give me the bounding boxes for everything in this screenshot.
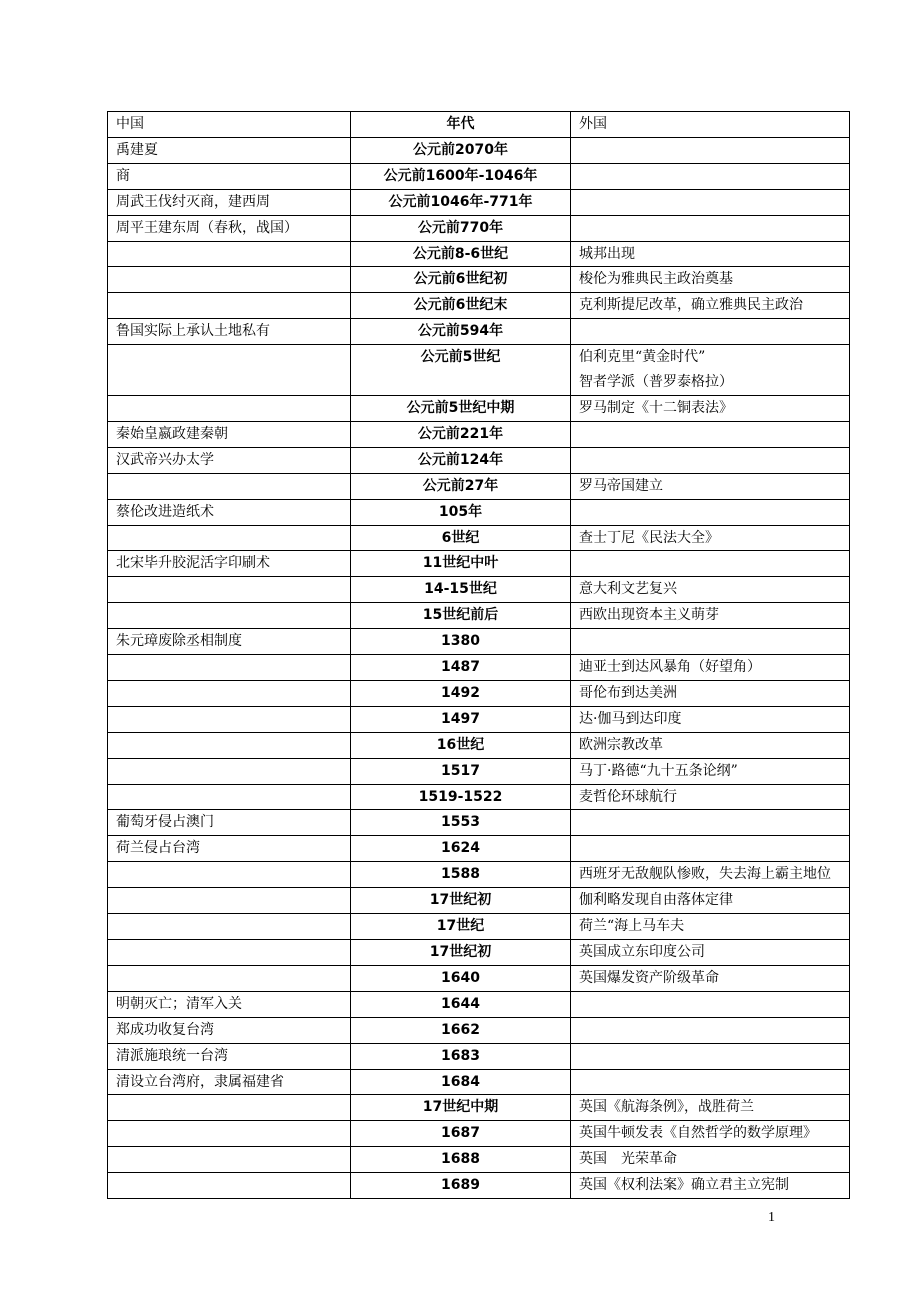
- table-row: [108, 241, 850, 267]
- china-event-cell: 鲁国实际上承认土地私有: [108, 319, 351, 345]
- foreign-event-text: 英国 光荣革命: [579, 1151, 677, 1168]
- foreign-event-cell: [571, 241, 850, 267]
- foreign-event-text: 英国《权利法案》确立君主立宪制: [579, 1177, 789, 1194]
- foreign-event-cell: [571, 473, 850, 499]
- foreign-event-cell: [571, 629, 850, 655]
- table-row: [108, 603, 850, 629]
- year-cell: 公元前594年: [351, 319, 571, 345]
- year-cell: 公元前6世纪末: [351, 293, 571, 319]
- table-row: [108, 1017, 850, 1043]
- table-row: [108, 1147, 850, 1173]
- table-row: [108, 836, 850, 862]
- foreign-event-cell: [571, 577, 850, 603]
- year-cell: 公元前770年: [351, 215, 571, 241]
- china-event-cell: [108, 267, 351, 293]
- foreign-event-cell: [571, 940, 850, 966]
- china-event-cell: [108, 473, 351, 499]
- table-row: [108, 965, 850, 991]
- foreign-event-text: 哥伦布到达美洲: [579, 684, 677, 701]
- foreign-event-text: 西欧出现资本主义萌芽: [579, 607, 719, 624]
- year-cell: 17世纪: [351, 914, 571, 940]
- table-row: [108, 421, 850, 447]
- foreign-event-cell: [571, 1173, 850, 1199]
- china-event-cell: [108, 758, 351, 784]
- foreign-event-text: 意大利文艺复兴: [579, 581, 677, 598]
- year-cell: 1684: [351, 1069, 571, 1095]
- china-event-cell: [108, 395, 351, 421]
- china-event-cell: 汉武帝兴办太学: [108, 447, 351, 473]
- foreign-event-cell: [571, 1043, 850, 1069]
- year-cell: 公元前221年: [351, 421, 571, 447]
- table-row: [108, 940, 850, 966]
- year-cell: 1689: [351, 1173, 571, 1199]
- china-event-cell: 清设立台湾府，隶属福建省: [108, 1069, 351, 1095]
- foreign-event-text: 马丁·路德“九十五条论纲”: [579, 762, 738, 779]
- china-event-cell: 周武王伐纣灭商，建西周: [108, 189, 351, 215]
- foreign-event-cell: [571, 137, 850, 163]
- table-row: [108, 680, 850, 706]
- year-cell: 1497: [351, 706, 571, 732]
- table-row: [108, 447, 850, 473]
- table-row: [108, 784, 850, 810]
- table-row: [108, 319, 850, 345]
- table-row: [108, 862, 850, 888]
- table-row: [108, 1173, 850, 1199]
- year-cell: 1683: [351, 1043, 571, 1069]
- foreign-event-cell: [571, 499, 850, 525]
- foreign-event-cell: [571, 706, 850, 732]
- header-china: 中国: [108, 112, 351, 138]
- china-event-cell: [108, 862, 351, 888]
- foreign-event-text: 欧洲宗教改革: [579, 736, 663, 753]
- foreign-event-cell: [571, 1147, 850, 1173]
- china-event-cell: [108, 706, 351, 732]
- foreign-event-cell: [571, 345, 850, 396]
- header-foreign: 外国: [571, 112, 850, 138]
- china-event-cell: [108, 525, 351, 551]
- foreign-event-text: 伯利克里“黄金时代”: [579, 349, 706, 366]
- china-event-cell: 秦始皇嬴政建秦朝: [108, 421, 351, 447]
- foreign-event-text: 荷兰“海上马车夫: [579, 918, 685, 935]
- table-row: [108, 888, 850, 914]
- foreign-event-text: 英国牛顿发表《自然哲学的数学原理》: [579, 1125, 817, 1142]
- foreign-event-cell: [571, 421, 850, 447]
- table-row: [108, 1069, 850, 1095]
- china-event-cell: [108, 914, 351, 940]
- table-row: [108, 991, 850, 1017]
- foreign-event-cell: [571, 1017, 850, 1043]
- china-event-cell: [108, 603, 351, 629]
- table-row: [108, 551, 850, 577]
- china-event-cell: [108, 577, 351, 603]
- foreign-event-text: 梭伦为雅典民主政治奠基: [579, 271, 733, 288]
- year-cell: 1517: [351, 758, 571, 784]
- china-event-cell: [108, 784, 351, 810]
- year-cell: 公元前5世纪: [351, 345, 571, 396]
- china-event-cell: 郑成功收复台湾: [108, 1017, 351, 1043]
- china-event-cell: [108, 293, 351, 319]
- year-cell: 17世纪中期: [351, 1095, 571, 1121]
- table-row: [108, 706, 850, 732]
- table-row: [108, 499, 850, 525]
- foreign-event-cell: [571, 836, 850, 862]
- foreign-event-cell: [571, 1121, 850, 1147]
- foreign-event-cell: [571, 447, 850, 473]
- table-row: [108, 267, 850, 293]
- year-cell: 17世纪初: [351, 940, 571, 966]
- year-cell: 1380: [351, 629, 571, 655]
- page-number: 1: [768, 1210, 775, 1225]
- china-event-cell: [108, 1121, 351, 1147]
- table-row: [108, 215, 850, 241]
- china-event-cell: 禹建夏: [108, 137, 351, 163]
- year-cell: 公元前27年: [351, 473, 571, 499]
- china-event-cell: [108, 241, 351, 267]
- foreign-event-cell: [571, 784, 850, 810]
- foreign-event-cell: [571, 551, 850, 577]
- table-row: [108, 189, 850, 215]
- year-cell: 1492: [351, 680, 571, 706]
- year-cell: 17世纪初: [351, 888, 571, 914]
- china-event-cell: 明朝灭亡；清军入关: [108, 991, 351, 1017]
- table-row: [108, 810, 850, 836]
- china-event-cell: [108, 940, 351, 966]
- foreign-event-cell: [571, 1069, 850, 1095]
- china-event-cell: [108, 888, 351, 914]
- year-cell: 1588: [351, 862, 571, 888]
- china-event-cell: 清派施琅统一台湾: [108, 1043, 351, 1069]
- china-event-cell: [108, 680, 351, 706]
- table-row: [108, 1121, 850, 1147]
- table-row: [108, 293, 850, 319]
- foreign-event-cell: [571, 163, 850, 189]
- china-event-cell: 蔡伦改进造纸术: [108, 499, 351, 525]
- foreign-event-text: 英国成立东印度公司: [579, 944, 705, 960]
- year-cell: 14-15世纪: [351, 577, 571, 603]
- china-event-cell: 荷兰侵占台湾: [108, 836, 351, 862]
- foreign-event-text: 英国《航海条例》，战胜荷兰: [579, 1099, 754, 1116]
- china-event-cell: 朱元璋废除丞相制度: [108, 629, 351, 655]
- china-event-cell: [108, 345, 351, 396]
- china-event-cell: [108, 655, 351, 681]
- timeline-table: [107, 111, 850, 1199]
- year-cell: 1553: [351, 810, 571, 836]
- foreign-event-cell: [571, 267, 850, 293]
- year-cell: 公元前6世纪初: [351, 267, 571, 293]
- foreign-event-text: 英国爆发资产阶级革命: [579, 969, 719, 986]
- year-cell: 1644: [351, 991, 571, 1017]
- table-row: [108, 914, 850, 940]
- foreign-event-cell: [571, 1095, 850, 1121]
- foreign-event-text: 迪亚士到达风暴角（好望角）: [579, 659, 761, 676]
- table-row: [108, 629, 850, 655]
- foreign-event-cell: [571, 319, 850, 345]
- table-row: [108, 473, 850, 499]
- foreign-event-text: 麦哲伦环球航行: [579, 788, 677, 805]
- year-cell: 1624: [351, 836, 571, 862]
- year-cell: 公元前5世纪中期: [351, 395, 571, 421]
- foreign-event-cell: [571, 914, 850, 940]
- year-cell: 11世纪中叶: [351, 551, 571, 577]
- foreign-event-text: 西班牙无敌舰队惨败，失去海上霸主地位: [579, 866, 831, 883]
- china-event-cell: [108, 1173, 351, 1199]
- foreign-event-cell: [571, 888, 850, 914]
- year-cell: 公元前124年: [351, 447, 571, 473]
- foreign-event-text: 伽利略发现自由落体定律: [579, 892, 733, 909]
- year-cell: 1688: [351, 1147, 571, 1173]
- table-row: [108, 758, 850, 784]
- table-row: [108, 1043, 850, 1069]
- year-cell: 公元前8-6世纪: [351, 241, 571, 267]
- china-event-cell: 北宋毕升胶泥活字印刷术: [108, 551, 351, 577]
- china-event-cell: [108, 732, 351, 758]
- china-event-cell: 周平王建东周（春秋，战国）: [108, 215, 351, 241]
- foreign-event-cell: [571, 189, 850, 215]
- foreign-event-text: 查士丁尼《民法大全》: [579, 529, 719, 546]
- table-row: [108, 345, 850, 396]
- table-row: [108, 163, 850, 189]
- foreign-event-cell: [571, 603, 850, 629]
- year-cell: 1687: [351, 1121, 571, 1147]
- foreign-event-cell: [571, 862, 850, 888]
- foreign-event-text: 罗马帝国建立: [579, 477, 663, 494]
- foreign-event-cell: [571, 991, 850, 1017]
- foreign-event-cell: [571, 293, 850, 319]
- foreign-event-cell: [571, 525, 850, 551]
- year-cell: 6世纪: [351, 525, 571, 551]
- foreign-event-cell: [571, 395, 850, 421]
- foreign-event-cell: [571, 810, 850, 836]
- table-header-row: [108, 112, 850, 138]
- table-row: [108, 395, 850, 421]
- table-row: [108, 525, 850, 551]
- year-cell: 105年: [351, 499, 571, 525]
- year-cell: 公元前1600年-1046年: [351, 163, 571, 189]
- foreign-event-text: 达·伽马到达印度: [579, 710, 682, 727]
- foreign-event-cell: [571, 758, 850, 784]
- foreign-event-cell: [571, 732, 850, 758]
- year-cell: 15世纪前后: [351, 603, 571, 629]
- table-row: [108, 577, 850, 603]
- foreign-event-text-line2: 智者学派（普罗泰格拉）: [579, 374, 733, 391]
- china-event-cell: [108, 1095, 351, 1121]
- china-event-cell: [108, 1147, 351, 1173]
- china-event-cell: [108, 965, 351, 991]
- foreign-event-text: 克利斯提尼改革，确立雅典民主政治: [579, 297, 803, 314]
- year-cell: 1662: [351, 1017, 571, 1043]
- year-cell: 16世纪: [351, 732, 571, 758]
- table-row: [108, 1095, 850, 1121]
- year-cell: 公元前2070年: [351, 137, 571, 163]
- foreign-event-cell: [571, 680, 850, 706]
- header-year: 年代: [351, 112, 571, 138]
- year-cell: 1487: [351, 655, 571, 681]
- china-event-cell: 葡萄牙侵占澳门: [108, 810, 351, 836]
- foreign-event-cell: [571, 655, 850, 681]
- table-row: [108, 655, 850, 681]
- foreign-event-cell: [571, 215, 850, 241]
- china-event-cell: 商: [108, 163, 351, 189]
- year-cell: 1519-1522: [351, 784, 571, 810]
- foreign-event-text: 城邦出现: [579, 245, 635, 262]
- table-row: [108, 137, 850, 163]
- year-cell: 公元前1046年-771年: [351, 189, 571, 215]
- year-cell: 1640: [351, 965, 571, 991]
- table-row: [108, 732, 850, 758]
- foreign-event-cell: [571, 965, 850, 991]
- foreign-event-text: 罗马制定《十二铜表法》: [579, 399, 733, 416]
